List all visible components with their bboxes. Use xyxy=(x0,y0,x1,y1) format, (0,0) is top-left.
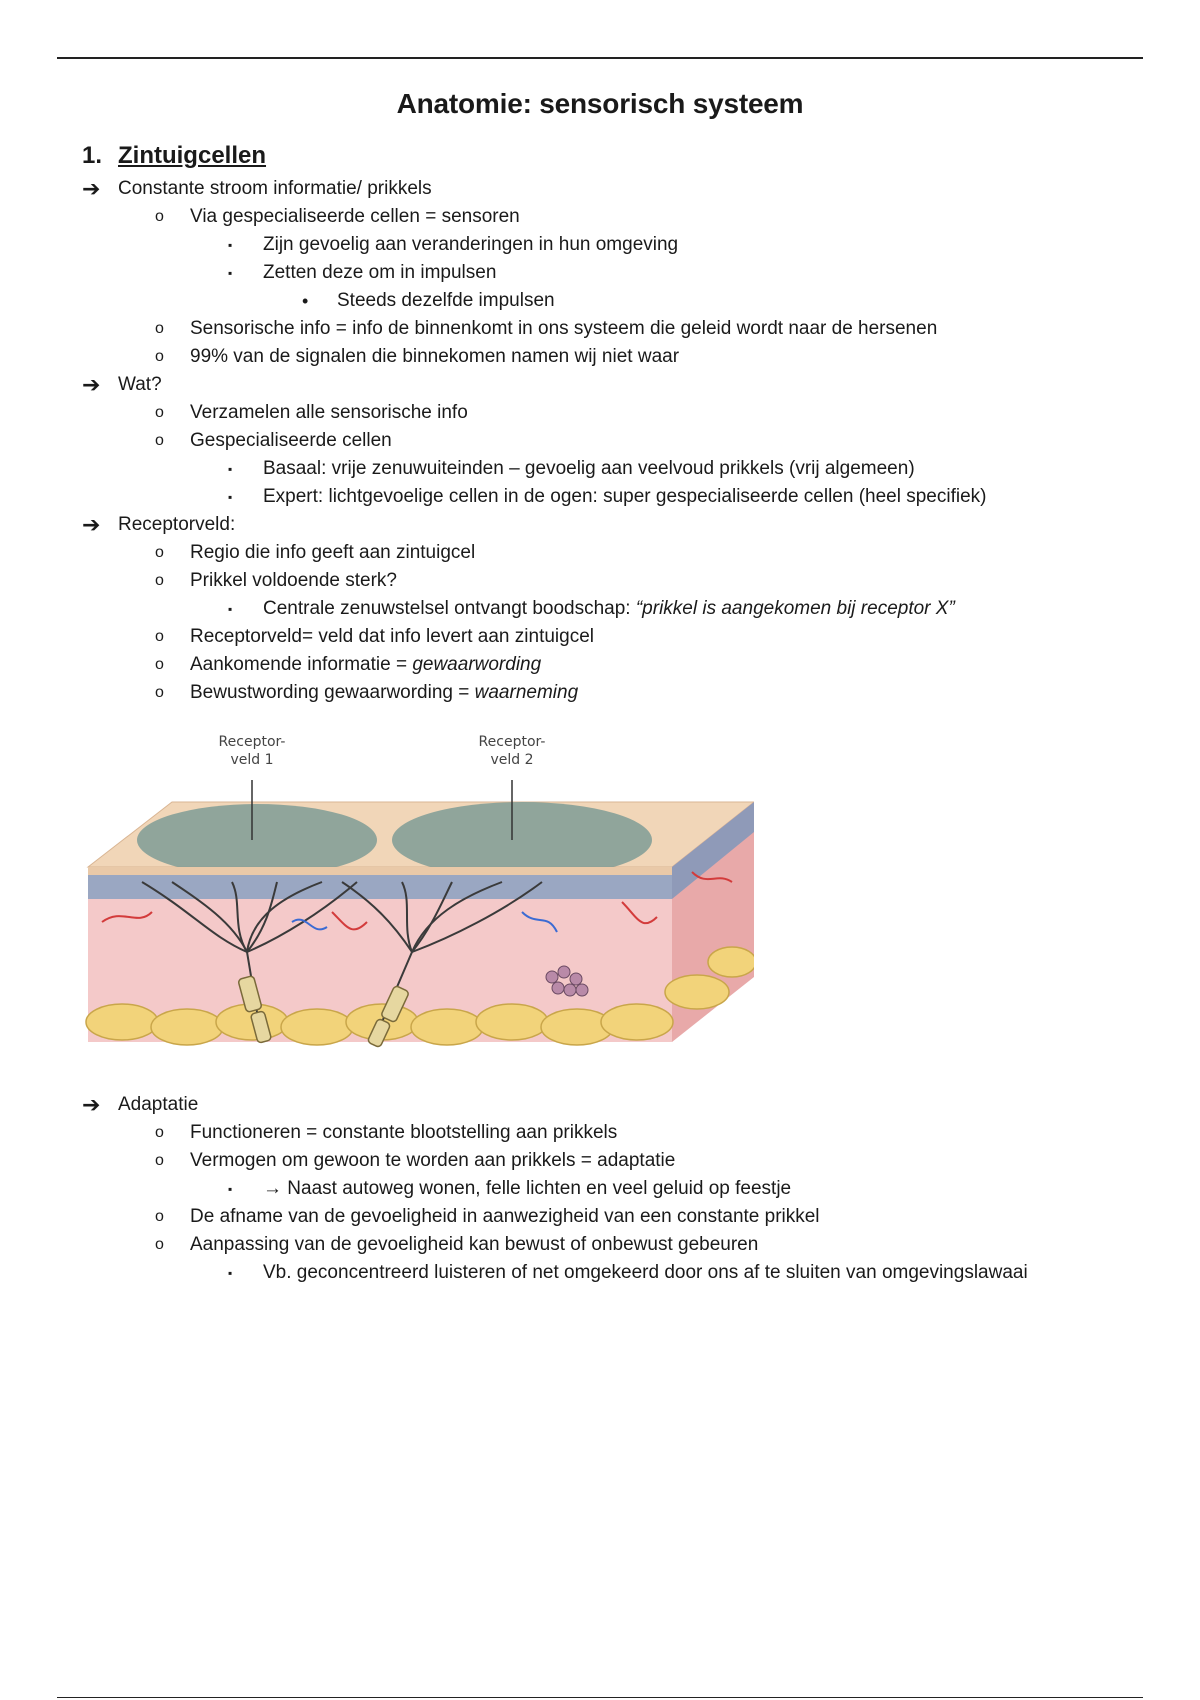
list-item xyxy=(263,1176,791,1202)
list-item xyxy=(190,344,679,370)
list-item-text: Via gespecialiseerde cellen = sensoren xyxy=(190,206,520,227)
circle-bullet-marker: o xyxy=(155,320,164,337)
circle-bullet-marker: o xyxy=(155,1208,164,1225)
list-item-text: Functioneren = constante blootstelling aan prikkels xyxy=(190,1122,618,1143)
list-item-text: Vb. geconcentreerd luisteren of net omgekeerd door ons af te sluiten van omgevingslawaai xyxy=(263,1262,1028,1283)
list-item-text: Verzamelen alle sensorische info xyxy=(190,402,468,423)
list-item-text: De afname van de gevoeligheid in aanwezigheid van een constante prikkel xyxy=(190,1206,820,1227)
receptor-field-2-label-b: veld 2 xyxy=(490,752,534,768)
arrow-bullet-marker: ➔ xyxy=(82,176,101,201)
circle-bullet-marker: o xyxy=(155,1152,164,1169)
list-item xyxy=(190,540,475,566)
list-item xyxy=(118,372,162,398)
square-bullet-marker: ▪ xyxy=(228,462,233,476)
arrow-bullet-marker: ➔ xyxy=(82,1092,101,1117)
list-item-text: Centrale zenuwstelsel ontvangt boodschap: xyxy=(263,598,636,619)
list-item xyxy=(263,484,986,510)
list-item xyxy=(190,1232,758,1258)
list-item-text: Basaal: vrije zenuwuiteinden – gevoelig aan veelvoud prikkels (vrij algemeen) xyxy=(263,458,915,479)
list-item-text: Adaptatie xyxy=(118,1094,199,1115)
circle-bullet-marker: o xyxy=(155,656,164,673)
list-item-text: Receptorveld= veld dat info levert aan zintuigcel xyxy=(190,626,594,647)
list-item-text: Constante stroom informatie/ prikkels xyxy=(118,178,432,199)
section-title: Zintuigcellen xyxy=(118,142,267,169)
list-item xyxy=(190,1148,675,1174)
footer-rule xyxy=(57,1697,1143,1698)
circle-bullet-marker: o xyxy=(155,208,164,225)
page-title: Anatomie: sensorisch systeem xyxy=(396,88,804,119)
list-item-text: Sensorische info = info de binnenkomt in ons systeem die geleid wordt naar de hersenen xyxy=(190,318,938,339)
list-item xyxy=(118,512,235,538)
circle-bullet-marker: o xyxy=(155,628,164,645)
header-rule xyxy=(57,57,1143,59)
section-heading xyxy=(82,142,266,170)
receptor-field-2-label-a: Receptor- xyxy=(478,734,546,750)
list-item xyxy=(263,260,496,286)
list-item-emphasis: waarneming xyxy=(474,682,579,703)
circle-bullet-marker: o xyxy=(155,572,164,589)
square-bullet-marker: ▪ xyxy=(228,602,233,616)
square-bullet-marker: ▪ xyxy=(228,490,233,504)
list-item xyxy=(263,232,678,258)
receptive-field-illustration xyxy=(82,722,754,1062)
list-item xyxy=(190,400,468,426)
list-item-text: Prikkel voldoende sterk? xyxy=(190,570,397,591)
list-item xyxy=(190,1204,820,1230)
list-item-text: 99% van de signalen die binnekomen namen wij niet waar xyxy=(190,346,680,367)
list-item xyxy=(190,652,541,678)
list-item xyxy=(190,204,520,230)
section-number: 1. xyxy=(82,142,103,169)
circle-bullet-marker: o xyxy=(155,404,164,421)
circle-bullet-marker: o xyxy=(155,348,164,365)
circle-bullet-marker: o xyxy=(155,432,164,449)
list-item xyxy=(337,288,555,314)
list-item xyxy=(263,456,915,482)
list-item xyxy=(190,624,594,650)
list-item xyxy=(190,680,578,706)
square-bullet-marker: ▪ xyxy=(228,1182,233,1196)
receptor-field-1-label-b: veld 1 xyxy=(230,752,274,768)
circle-bullet-marker: o xyxy=(155,544,164,561)
circle-bullet-marker: o xyxy=(155,1124,164,1141)
arrow-bullet-marker: ➔ xyxy=(82,372,101,397)
list-item-text: Receptorveld: xyxy=(118,514,236,535)
list-item xyxy=(263,596,955,622)
square-bullet-marker: ▪ xyxy=(228,266,233,280)
list-item-text: Vermogen om gewoon te worden aan prikkels = adaptatie xyxy=(190,1150,676,1171)
circle-bullet-marker: o xyxy=(155,684,164,701)
list-item-text: Expert: lichtgevoelige cellen in de ogen: super gespecialiseerde cellen (heel specifiek) xyxy=(263,486,987,507)
list-item xyxy=(190,568,397,594)
square-bullet-marker: ▪ xyxy=(228,1266,233,1280)
list-item-text: Gespecialiseerde cellen xyxy=(190,430,392,451)
list-item xyxy=(190,428,392,454)
list-item-text: Steeds dezelfde impulsen xyxy=(337,290,555,311)
list-item xyxy=(190,1120,617,1146)
circle-bullet-marker: o xyxy=(155,1236,164,1253)
dot-bullet-marker: • xyxy=(302,291,309,311)
list-item-text: Bewustwording gewaarwording = xyxy=(190,682,475,703)
square-bullet-marker: ▪ xyxy=(228,238,233,252)
list-item xyxy=(190,316,937,342)
list-item-text: Zijn gevoelig aan veranderingen in hun omgeving xyxy=(263,234,679,255)
list-item xyxy=(118,1092,198,1118)
list-item xyxy=(263,1260,1028,1286)
list-item xyxy=(118,176,432,202)
list-item-text: Regio die info geeft aan zintuigcel xyxy=(190,542,476,563)
arrow-bullet-marker: ➔ xyxy=(82,512,101,537)
list-item-text: Zetten deze om in impulsen xyxy=(263,262,497,283)
list-item-text: Aankomende informatie = xyxy=(190,654,413,675)
list-item-text: → Naast autoweg wonen, felle lichten en veel geluid op feestje xyxy=(263,1178,792,1199)
list-item-text: Aanpassing van de gevoeligheid kan bewust of onbewust gebeuren xyxy=(190,1234,759,1255)
list-item-emphasis: “prikkel is aangekomen bij receptor X” xyxy=(635,598,955,619)
list-item-text: Wat? xyxy=(118,374,162,395)
receptor-field-1-label-a: Receptor- xyxy=(218,734,286,750)
list-item-emphasis: gewaarwording xyxy=(412,654,542,675)
